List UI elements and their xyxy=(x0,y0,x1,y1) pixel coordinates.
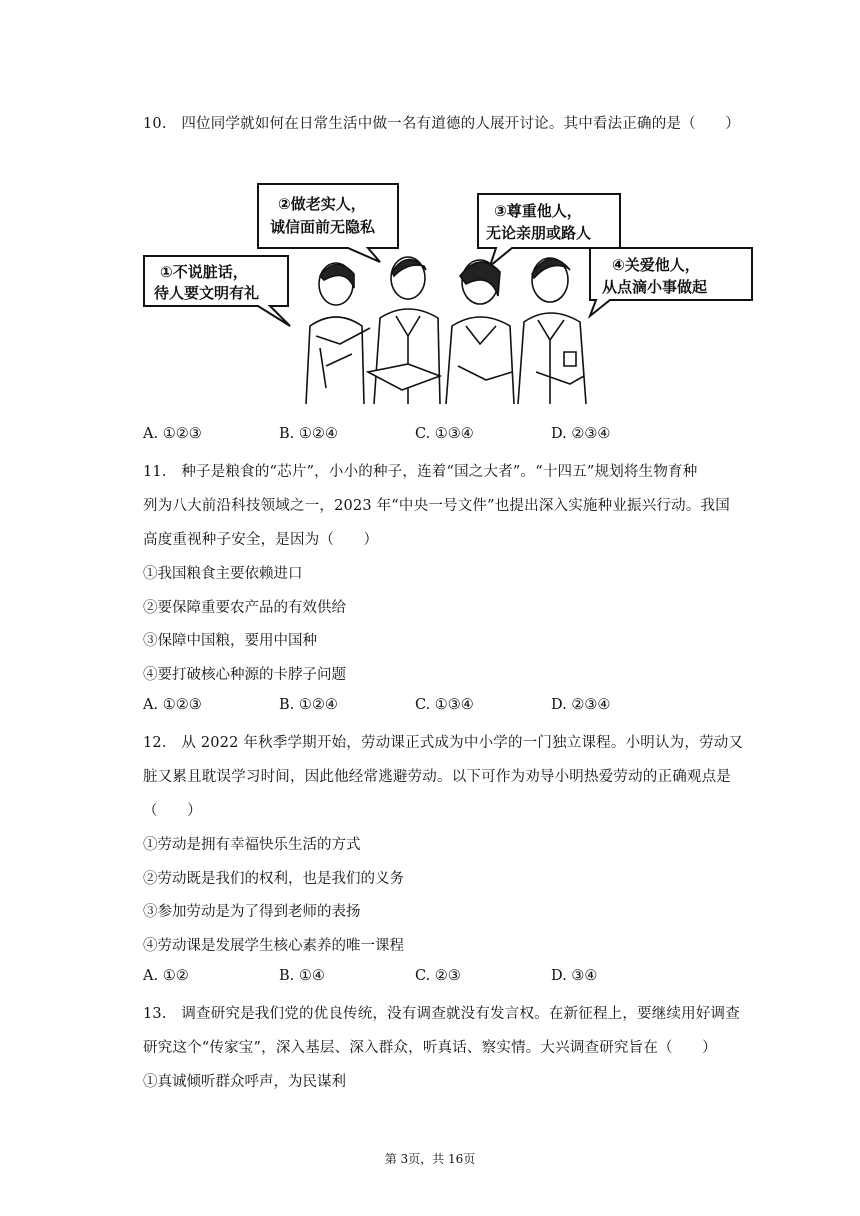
bubble-1-line2: 待人要文明有礼 xyxy=(154,284,260,302)
q11-option-b[interactable]: B. ①②④ xyxy=(279,697,338,713)
q12-item-4: ④劳动课是发展学生核心素养的唯一课程 xyxy=(143,938,404,954)
q12-item-3: ③参加劳动是为了得到老师的表扬 xyxy=(143,904,361,920)
q12-option-d[interactable]: D. ③④ xyxy=(551,968,598,984)
q11-stem-line-2: 列为八大前沿科技领域之一，2023 年“中央一号文件”也提出深入实施种业振兴行动。我国 xyxy=(143,498,730,514)
speech-bubble-1 xyxy=(144,256,290,326)
q10-option-c[interactable]: C. ①③④ xyxy=(415,426,474,442)
q11-option-a[interactable]: A. ①②③ xyxy=(143,697,202,713)
q11-options xyxy=(143,697,743,717)
q12-option-c[interactable]: C. ②③ xyxy=(415,968,461,984)
q12-item-2: ②劳动既是我们的权利，也是我们的义务 xyxy=(143,871,404,887)
speech-bubble-2 xyxy=(258,184,398,262)
q12-option-b[interactable]: B. ①④ xyxy=(279,968,325,984)
q10-option-a[interactable]: A. ①②③ xyxy=(143,426,202,442)
q11-item-1: ①我国粮食主要依赖进口 xyxy=(143,566,303,582)
bubble-2-line1: ②做老实人， xyxy=(278,195,366,213)
q12-stem-line-1: 12. 从 2022 年秋季学期开始，劳动课正式成为中小学的一门独立课程。小明认为，劳动又 xyxy=(143,735,744,751)
q10-option-b[interactable]: B. ①②④ xyxy=(279,426,338,442)
q13-stem-line-2: 研究这个“传家宝”，深入基层、深入群众，听真话、察实情。大兴调查研究旨在（ ） xyxy=(143,1040,717,1056)
q12-option-a[interactable]: A. ①② xyxy=(143,968,189,984)
q13-stem-line-1: 13. 调查研究是我们党的优良传统，没有调查就没有发言权。在新征程上，要继续用好调查 xyxy=(143,1006,740,1022)
page-footer: 第 3页，共 16页 xyxy=(384,1152,476,1166)
speech-bubble-4 xyxy=(590,248,752,316)
bubble-4-line1: ④关爱他人， xyxy=(612,256,700,274)
q10-stem: 10. 四位同学就如何在日常生活中做一名有道德的人展开讨论。其中看法正确的是（ ） xyxy=(143,116,740,132)
q11-item-3: ③保障中国粮，要用中国种 xyxy=(143,633,317,649)
q10-option-d[interactable]: D. ②③④ xyxy=(551,426,611,442)
q11-item-4: ④要打破核心种源的卡脖子问题 xyxy=(143,667,346,683)
q11-stem-line-1: 11. 种子是粮食的“芯片”，小小的种子，连着“国之大者”。“十四五”规划将生物育种 xyxy=(143,464,698,480)
q12-stem-line-3: （ ） xyxy=(143,803,202,819)
q11-option-c[interactable]: C. ①③④ xyxy=(415,697,474,713)
q11-option-d[interactable]: D. ②③④ xyxy=(551,697,611,713)
bubble-3-line2: 无论亲朋或路人 xyxy=(486,224,592,242)
q11-stem-line-3: 高度重视种子安全，是因为（ ） xyxy=(143,532,379,548)
bubble-2-line2: 诚信面前无隐私 xyxy=(270,218,376,236)
bubble-1-line1: ①不说脏话， xyxy=(160,263,248,281)
q13-item-1: ①真诚倾听群众呼声，为民谋利 xyxy=(143,1074,346,1090)
q12-stem-line-2: 脏又累且耽误学习时间，因此他经常逃避劳动。以下可作为劝导小明热爱劳动的正确观点是 xyxy=(143,769,731,785)
students-drawing xyxy=(306,257,586,404)
q10-options xyxy=(143,426,743,446)
q10-illustration xyxy=(140,176,760,410)
q11-item-2: ②要保障重要农产品的有效供给 xyxy=(143,600,346,616)
bubble-3-line1: ③尊重他人， xyxy=(494,202,582,220)
q12-options xyxy=(143,968,743,988)
q12-item-1: ①劳动是拥有幸福快乐生活的方式 xyxy=(143,837,361,853)
bubble-4-line2: 从点滴小事做起 xyxy=(602,278,708,296)
